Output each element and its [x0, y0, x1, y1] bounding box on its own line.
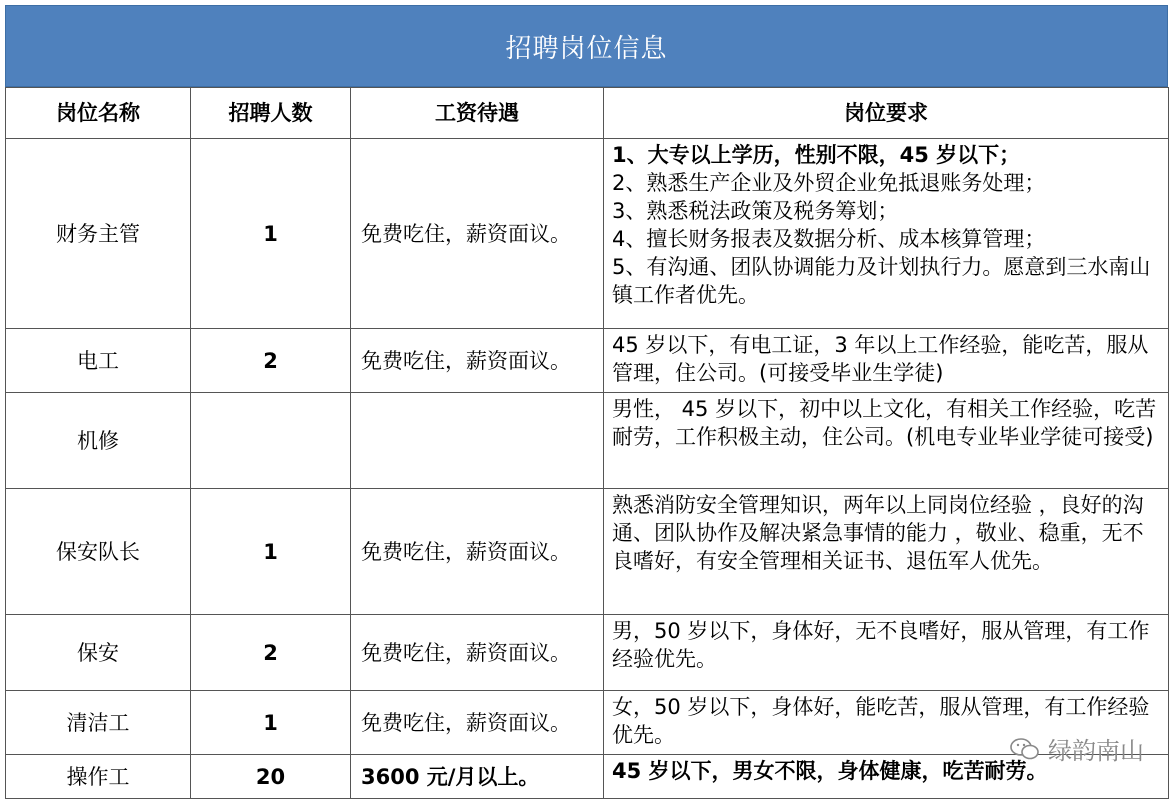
cell-requirements: 男，50 岁以下，身体好，无不良嗜好，服从管理，有工作经验优先。 — [604, 615, 1169, 691]
cell-position: 清洁工 — [6, 691, 191, 755]
cell-count — [191, 393, 351, 489]
cell-salary: 免费吃住，薪资面议。 — [351, 615, 604, 691]
wechat-watermark — [1010, 731, 1144, 766]
recruitment-sheet — [5, 5, 1168, 800]
cell-position: 电工 — [6, 329, 191, 393]
cell-count: 20 — [191, 755, 351, 799]
cell-position: 保安 — [6, 615, 191, 691]
table-row — [6, 329, 1169, 393]
requirement-line: 2、熟悉生产企业及外贸企业免抵退账务处理； — [612, 171, 1046, 195]
cell-position: 财务主管 — [6, 139, 191, 329]
header-salary: 工资待遇 — [351, 88, 604, 139]
header-count: 招聘人数 — [191, 88, 351, 139]
cell-salary: 免费吃住，薪资面议。 — [351, 329, 604, 393]
table-row — [6, 393, 1169, 489]
cell-count: 2 — [191, 615, 351, 691]
jobs-table — [5, 87, 1169, 799]
cell-requirements: 熟悉消防安全管理知识，两年以上同岗位经验 ，良好的沟通、团队协作及解决紧急事情的能力 ，敬业、稳重，无不良嗜好，有安全管理相关证书、退伍军人优先。 — [604, 489, 1169, 615]
requirement-line: 1、大专以上学历，性别不限，45 岁以下； — [612, 143, 1021, 167]
table-row — [6, 489, 1169, 615]
cell-requirements: 女，50 岁以下，身体好，能吃苦，服从管理，有工作经验优先。 — [604, 691, 1169, 755]
wechat-icon — [1010, 737, 1040, 761]
table-row — [6, 755, 1169, 799]
cell-position: 保安队长 — [6, 489, 191, 615]
table-row — [6, 691, 1169, 755]
cell-salary — [351, 393, 604, 489]
cell-salary: 免费吃住，薪资面议。 — [351, 139, 604, 329]
table-row — [6, 615, 1169, 691]
page-title: 招聘岗位信息 — [5, 5, 1168, 87]
requirement-line: 3、熟悉税法政策及税务筹划； — [612, 199, 899, 223]
table-header-row — [6, 88, 1169, 139]
header-requirements: 岗位要求 — [604, 88, 1169, 139]
cell-count: 1 — [191, 691, 351, 755]
requirement-line: 5、有沟通、团队协调能力及计划执行力。愿意到三水南山镇工作者优先。 — [612, 255, 1151, 307]
table-row — [6, 139, 1169, 329]
cell-position: 操作工 — [6, 755, 191, 799]
cell-requirements: 男性， 45 岁以下，初中以上文化，有相关工作经验，吃苦耐劳，工作积极主动，住公司。(机电专业毕业学徒可接受) — [604, 393, 1169, 489]
cell-count: 2 — [191, 329, 351, 393]
cell-salary: 免费吃住，薪资面议。 — [351, 691, 604, 755]
watermark-text: 绿韵南山 — [1048, 737, 1144, 765]
cell-requirements: 45 岁以下，有电工证，3 年以上工作经验，能吃苦，服从管理，住公司。(可接受毕业生学徒) — [604, 329, 1169, 393]
header-position: 岗位名称 — [6, 88, 191, 139]
cell-salary: 3600 元/月以上。 — [351, 755, 604, 799]
cell-position: 机修 — [6, 393, 191, 489]
cell-count: 1 — [191, 489, 351, 615]
cell-salary: 免费吃住，薪资面议。 — [351, 489, 604, 615]
cell-requirements — [604, 139, 1169, 329]
cell-count: 1 — [191, 139, 351, 329]
cell-requirements: 45 岁以下，男女不限，身体健康，吃苦耐劳。 — [604, 755, 1169, 799]
requirement-line: 4、擅长财务报表及数据分析、成本核算管理； — [612, 227, 1046, 251]
